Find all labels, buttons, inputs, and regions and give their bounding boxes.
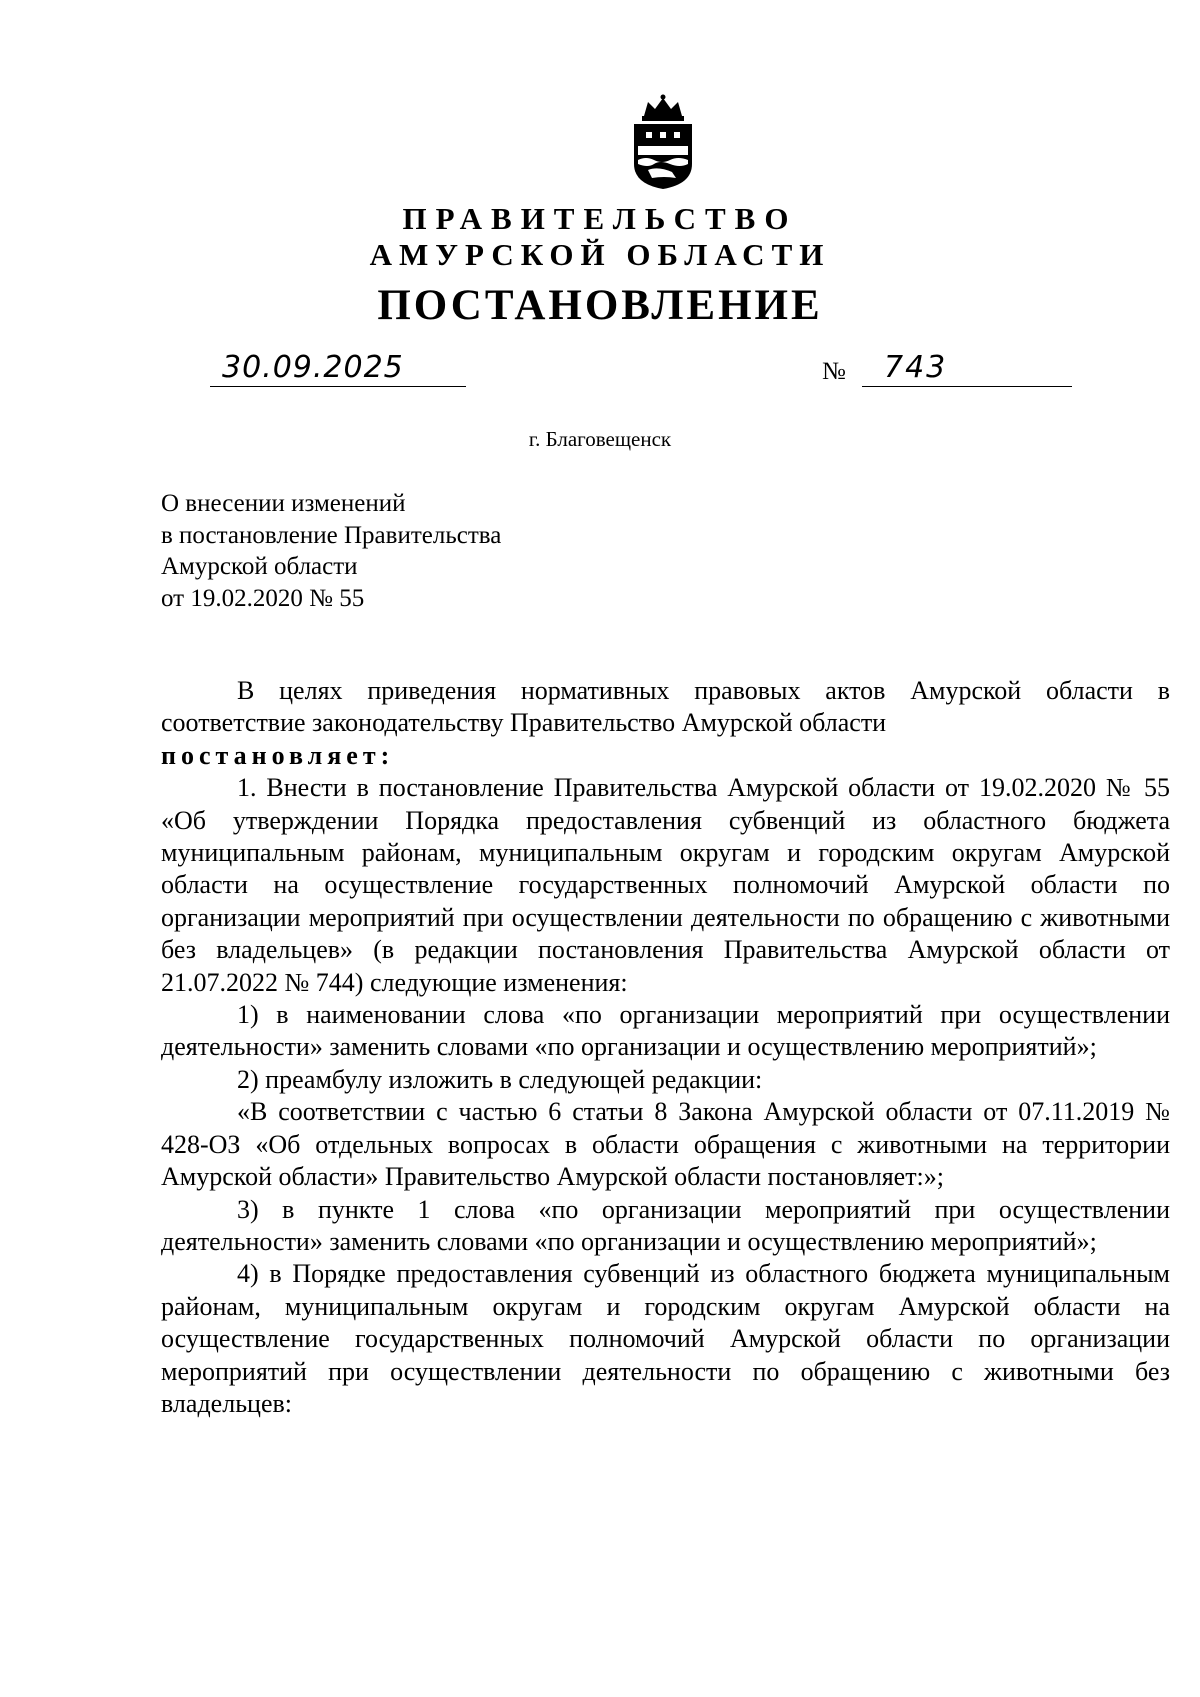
subitem-3-paragraph: 3) в пункте 1 слова «по организации мероприятий при осуществлении деятельности» заменить словами «по организации и осуществлению мероприятий»; [161,1194,1170,1256]
organization-name-line-2: АМУРСКОЙ ОБЛАСТИ [369,237,831,272]
item-1-paragraph: 1. Внести в постановление Правительства Амурской области от 19.02.2020 № 55 «Об утверждении Порядка предоставления субвенций из областного бюджета муниципальным районам, муниципальным округам и городским округам Амурской области на осуществление государственных полномочий Амурской области по организации мероприятий при осуществлении деятельности по обращению с животными без владельцев» (в редакции постановления Правительства Амурской области от 21.07.2022 № 744) следующие изменения: [161,773,1170,997]
subject-line: Амурской области [161,553,358,580]
amur-oblast-coat-of-arms-icon [628,94,698,190]
subject-line: О внесении изменений [161,490,406,517]
resolves-word: постановляет: [161,740,395,770]
organization-name-line-1: ПРАВИТЕЛЬСТВО [402,201,798,236]
preamble-paragraph: В целях приведения нормативных правовых актов Амурской области в соответствие законодательству Правительство Амурской области [161,676,1170,738]
handwritten-date: 30.09.2025 [222,350,404,385]
subitem-1-paragraph: 1) в наименовании слова «по организации мероприятий при осуществлении деятельности» заменить словами «по организации и осуществлению мероприятий»; [161,1000,1170,1062]
handwritten-document-number: 743 [884,350,948,385]
subitem-2-quote-paragraph: «В соответствии с частью 6 статьи 8 Закона Амурской области от 07.11.2019 № 428-ОЗ «Об отдельных вопросах в области обращения с животными на территории Амурской области» Правительство Амурской области постановляет:»; [161,1097,1170,1192]
date-underline [210,386,466,387]
number-sign: № [822,358,846,385]
document-type-title: ПОСТАНОВЛЕНИЕ [377,282,823,329]
subitem-2-paragraph: 2) преамбулу изложить в следующей редакции: [237,1064,763,1094]
subject-line: от 19.02.2020 № 55 [161,584,365,612]
subitem-4-paragraph: 4) в Порядке предоставления субвенций из областного бюджета муниципальным районам, муниципальным округам и городским округам Амурской области на осуществление государственных полномочий Амурской области по организации мероприятий при осуществлении деятельности по обращению с животными без владельцев: [161,1259,1170,1418]
city-name: г. Благовещенск [528,427,672,451]
subject-line: в постановление Правительства [161,521,502,549]
document-subject [161,488,501,614]
number-underline [862,386,1072,387]
document-body [161,675,1170,1420]
